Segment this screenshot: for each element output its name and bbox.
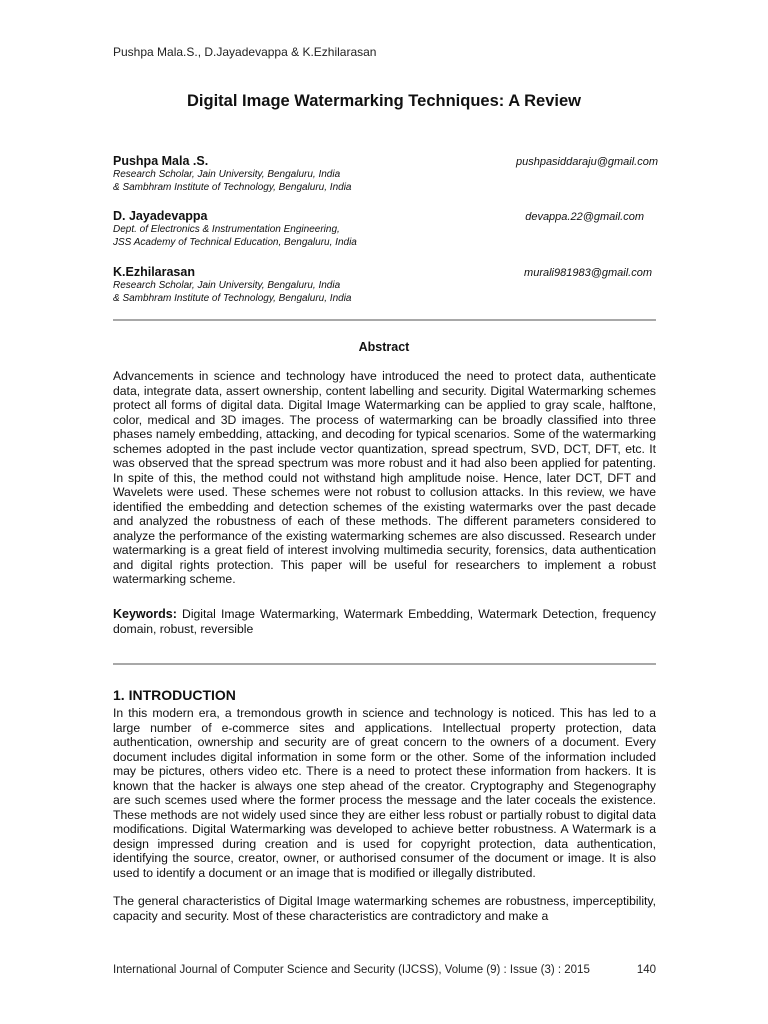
author-affiliation: Research Scholar, Jain University, Bengaluru, India [113,280,341,291]
running-head: Pushpa Mala.S., D.Jayadevappa & K.Ezhilarasan [113,45,377,59]
abstract-text: Advancements in science and technology have introduced the need to protect data, authenticate data, integrate data, assert ownership, content labelling and security. Digital Watermarking schemes protect all forms of digital data. Digital Image Watermarking can be applied to gray scale, halftone, color, medical and 3D images. The process of watermarking can be broadly classified into three phases namely embedding, attacking, and decoding for typical scenarios. Some of the watermarking schemes adopted in the past include vector quantization, spread spectrum, SVD, DCT, DFT, etc. It was observed that the spread spectrum was more robust and it had also been applied for patenting. In spite of this, the method could not withstand high amplitude noise. Hence, later DCT, DFT and Wavelets were used. These schemes were not robust to collusion attacks. In this review, we have identified the embedding and detection schemes of the existing watermarks over the past decade and analyzed the robustness of each of these methods. The different parameters considered to analyze the performance of the existing watermarking schemes are also discussed. Research under watermarking is a great field of interest involving multimedia security, forensics, data authentication and digital rights protection. This paper will be useful for researchers to implement a robust watermarking scheme. [113,369,656,586]
author-email: murali981983@gmail.com [524,267,652,279]
keywords [113,607,656,637]
author-block [113,265,658,305]
keywords-text: Digital Image Watermarking, Watermark Embedding, Watermark Detection, frequency domain, robust, reversible [113,607,656,636]
paragraph: The general characteristics of Digital Image watermarking schemes are robustness, imperceptibility, capacity and security. Most of these characteristics are contradictory and make a [113,894,656,923]
section-heading: 1. INTRODUCTION [113,687,236,703]
section-divider [113,663,656,665]
abstract-heading: Abstract [358,340,410,354]
paragraph: In this modern era, a tremondous growth in science and technology is noticed. This has led to a large number of e-commerce sites and applications. Intellectual property protection, data authentication, ownership and security are of great concern to the owners of a document. Every document includes digital information in some form or the other. Some of the information included may be pictures, others video etc. There is a need to protect these information from hackers. It is known that the hacker is always one step ahead of the creator. Cryptography and Stegenography are such scemes used where the former process the message and the later coceals the existence. These methods are not widely used since they are either less robust or partially robust to digital data modifications. Digital Watermarking was developed to achieve better robustness. A Watermark is a design impressed during creation and is used for copyright protection, data authentication, identifying the source, creator, owner, or authorised consumer of the document or image. It is also used to identify a document or an image that is modified or illegally distributed. [113,706,656,880]
author-name: Pushpa Mala .S. [113,154,209,168]
author-email: devappa.22@gmail.com [525,211,644,223]
author-affiliation: Dept. of Electronics & Instrumentation Engineering, [113,224,340,235]
page-footer [113,964,656,976]
author-name: K.Ezhilarasan [113,265,195,279]
author-email: pushpasiddaraju@gmail.com [515,156,658,168]
introduction-body [113,706,656,937]
author-affiliation: Research Scholar, Jain University, Bengaluru, India [113,169,341,180]
author-name: D. Jayadevappa [113,209,208,223]
author-affiliation: & Sambhram Institute of Technology, Bengaluru, India [113,182,352,193]
paper-title: Digital Image Watermarking Techniques: A Review [187,92,581,110]
author-affiliation: & Sambhram Institute of Technology, Bengaluru, India [113,293,352,304]
author-block [113,154,658,194]
author-affiliation: JSS Academy of Technical Education, Bengaluru, India [113,237,357,248]
author-block [113,209,658,249]
section-divider [113,319,656,321]
journal-citation: International Journal of Computer Science and Security (IJCSS), Volume (9) : Issue (3) : 2015 [113,964,590,976]
keywords-label: Keywords: [113,607,177,621]
page-number: 140 [636,964,656,976]
